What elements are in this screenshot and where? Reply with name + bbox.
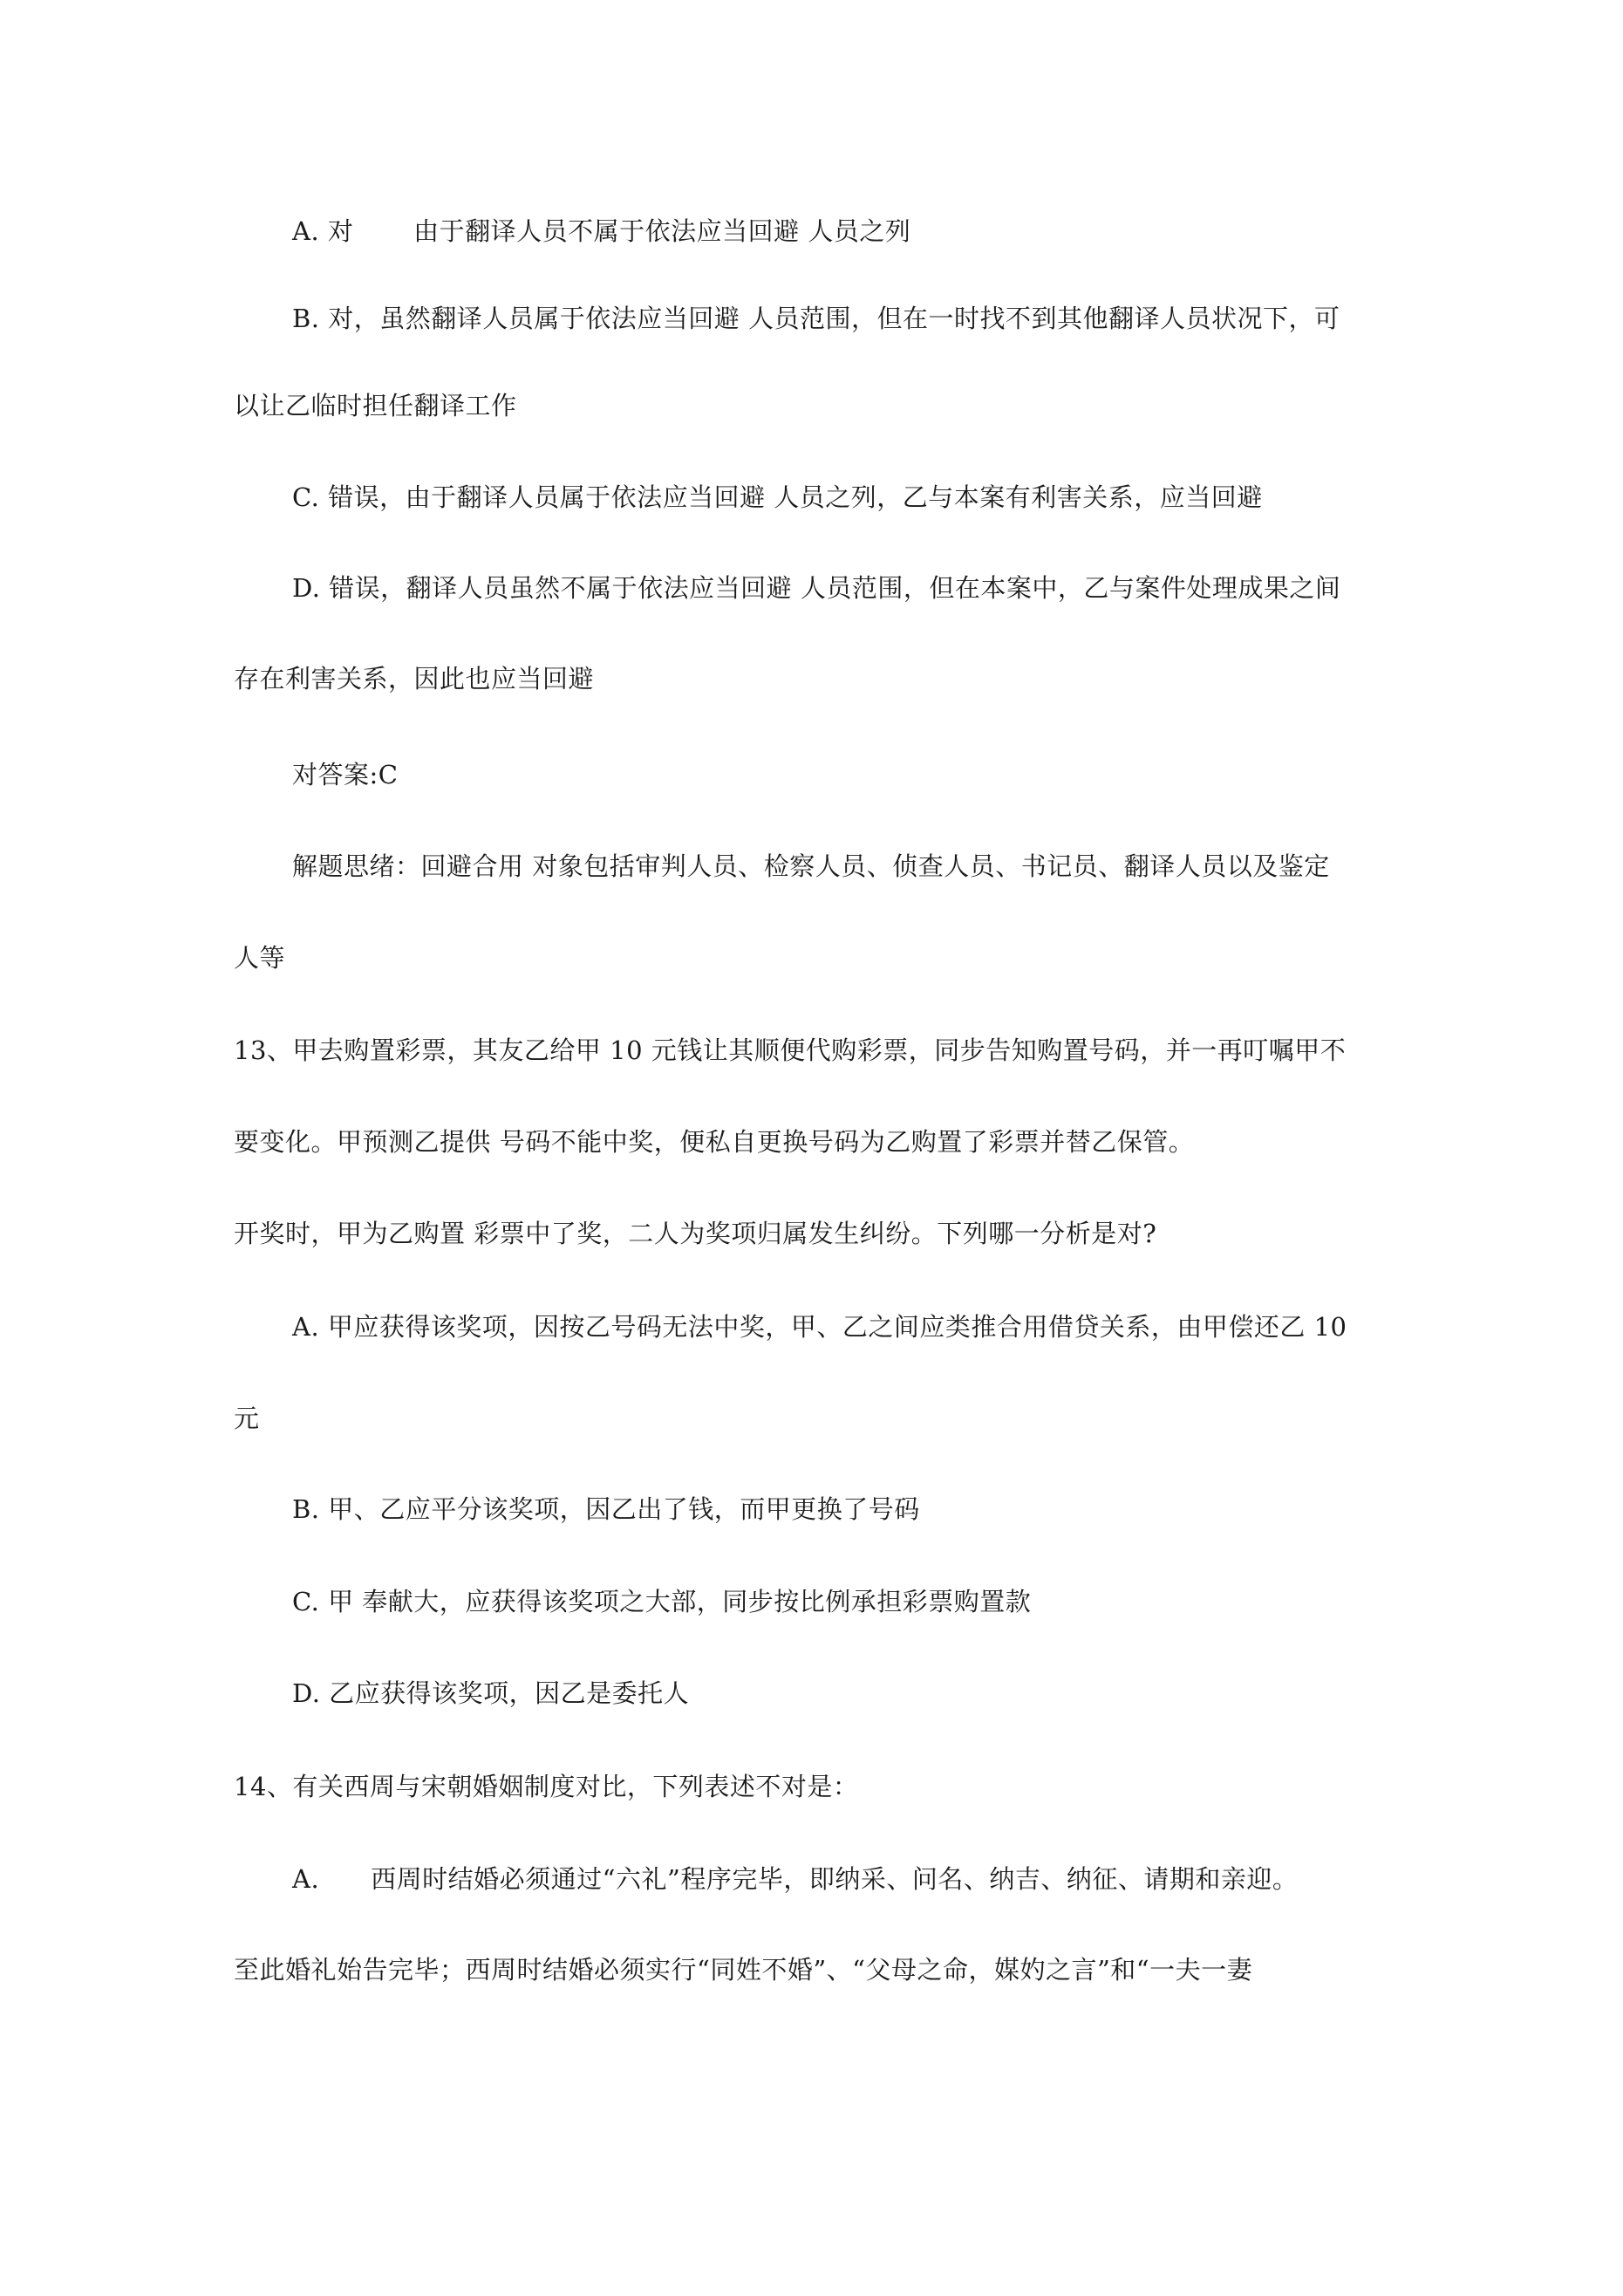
answer-line: 对答案:C <box>292 760 399 789</box>
q13-option-b-line: B. 甲、乙应平分该奖项，因乙出了钱，而甲更换了号码 <box>292 1494 920 1524</box>
question-13-continuation-1: 要变化。甲预测乙提供 号码不能中奖，便私自更换号码为乙购置了彩票并替乙保管。 <box>234 1127 1195 1157</box>
option-d-continuation: 存在利害关系，因此也应当回避 <box>234 664 595 694</box>
q14-option-a-continuation: 至此婚礼始告完毕；西周时结婚必须实行“同姓不婚”、“父母之命，媒妁之言”和“一夫一妻 <box>234 1955 1253 1985</box>
q14-option-a-line: A. 西周时结婚必须通过“六礼”程序完毕，即纳采、问名、纳吉、纳征、请期和亲迎。 <box>292 1864 1299 1894</box>
q13-option-d-line: D. 乙应获得该奖项，因乙是委托人 <box>292 1678 690 1708</box>
option-c-line: C. 错误，由于翻译人员属于依法应当回避 人员之列，乙与本案有利害关系，应当回避 <box>292 482 1263 512</box>
q13-option-a-line: A. 甲应获得该奖项，因按乙号码无法中奖，甲、乙之间应类推合用借贷关系，由甲偿还乙 10 <box>292 1312 1347 1342</box>
question-13-continuation-2: 开奖时，甲为乙购置 彩票中了奖，二人为奖项归属发生纠纷。下列哪一分析是对? <box>234 1219 1157 1248</box>
question-13-line: 13、甲去购置彩票，其友乙给甲 10 元钱让其顺便代购彩票，同步告知购置号码，并一再叮嘱甲不 <box>234 1035 1347 1065</box>
explanation-line: 解题思绪：回避合用 对象包括审判人员、检察人员、侦查人员、书记员、翻译人员以及鉴定 <box>292 851 1330 881</box>
question-14-line: 14、有关西周与宋朝婚姻制度对比，下列表述不对是： <box>234 1772 859 1801</box>
q13-option-a-continuation: 元 <box>234 1404 260 1433</box>
explanation-continuation: 人等 <box>234 943 286 973</box>
q13-option-c-line: C. 甲 奉献大，应获得该奖项之大部，同步按比例承担彩票购置款 <box>292 1587 1032 1616</box>
option-b-continuation: 以让乙临时担任翻译工作 <box>234 391 517 420</box>
option-a-line: A. 对 由于翻译人员不属于依法应当回避 人员之列 <box>292 216 911 246</box>
option-d-line: D. 错误，翻译人员虽然不属于依法应当回避 人员范围，但在本案中，乙与案件处理成果之间 <box>292 573 1341 603</box>
option-b-line: B. 对，虽然翻译人员属于依法应当回避 人员范围，但在一时找不到其他翻译人员状况下，可 <box>292 304 1340 333</box>
